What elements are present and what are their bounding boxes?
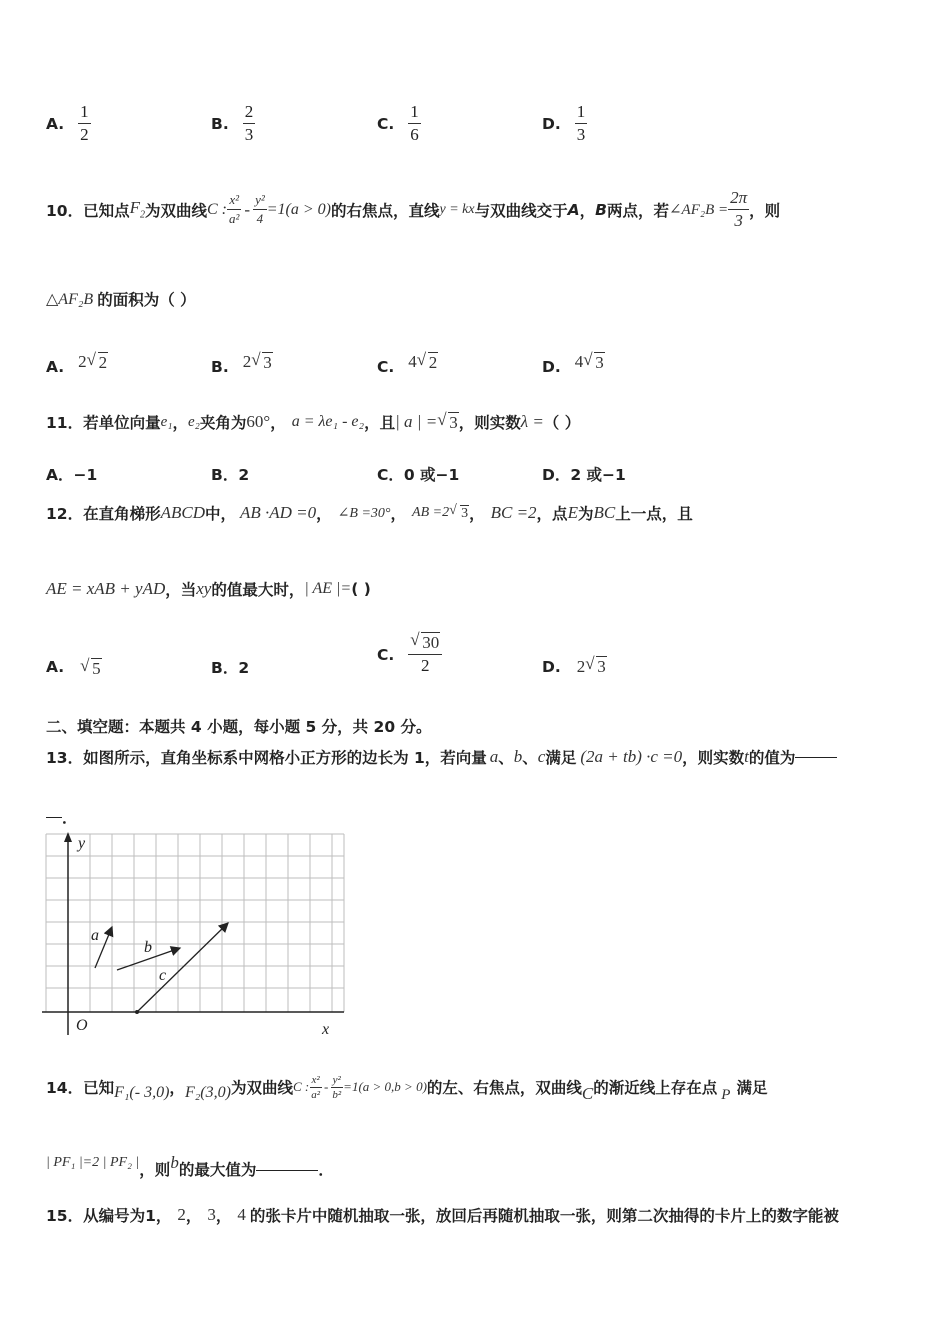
vector-a-label: a: [91, 927, 99, 944]
q11-option-d: D．2 或−1: [542, 466, 626, 484]
sqrt: √ 3: [585, 656, 607, 677]
q12-stem-line1: 12． 在直角梯形 ABCD 中， AB ·AD =0 ， ∠B =30° ， AB =2 √ 3 ， BC =2 ，点 E 为 BC 上一点，且: [46, 502, 693, 524]
grid-lines: [46, 834, 344, 1012]
sqrt: √ 2: [417, 352, 439, 373]
q9-option-a: A. $\frac{1}{2}$: [46, 102, 89, 144]
q10-option-b: B. 2 √ 3: [211, 348, 273, 376]
fraction: $\frac{\text{y²}}{\text{b²}}$: [332, 1073, 342, 1101]
fraction: $\frac{2\pi}{3}$: [730, 188, 748, 230]
q9-option-b: B. $\frac{2}{3}$: [211, 102, 254, 144]
q13-stem: 13． 如图所示，直角坐标系中网格小正方形的边长为 1，若向量 a 、 b 、 c 满足 (2a + tb) ·c =0 ，则实数 t 的值为: [46, 746, 837, 768]
sqrt: √ 3: [449, 505, 469, 522]
q13-blank-end: ．: [46, 806, 78, 828]
q11-option-a: A．−1: [46, 466, 98, 484]
q12-option-a: A. √ 5: [46, 654, 102, 679]
origin-label: O: [76, 1017, 88, 1034]
q12-option-c: C. √ $\frac{30}{2}$: [377, 632, 442, 676]
fraction: $\frac{1}{3}$: [576, 102, 586, 144]
answer-blank-cont: [46, 817, 62, 818]
q11-stem: 11． 若单位向量 e₁ ， e₂ 夹角为 60° ， a = λe₁ - e₂ ，且 | a | = √ 3 ，则实数 λ = （ ）: [46, 411, 580, 433]
q9-option-d: D. $\frac{1}{3}$: [542, 102, 586, 144]
q12-option-d: D. 2 √ 3: [542, 656, 607, 677]
vector-c-label: c: [159, 967, 167, 984]
x-axis-label: x: [322, 1021, 330, 1038]
q14-stem-line2: | PF₁ |=2 | PF₂ | ，则 b 的最大值为 ．: [46, 1153, 334, 1179]
fraction: $\frac{\text{x²}}{\text{a²}}$: [311, 1073, 321, 1101]
q10-option-c: C. 4 √ 2: [377, 348, 438, 376]
q11-option-c: C．0 或−1: [377, 466, 460, 484]
vector-c: [137, 923, 228, 1012]
q12-option-b: B．2: [211, 659, 250, 677]
sqrt: √ 5: [80, 658, 102, 679]
answer-blank[interactable]: [256, 1170, 318, 1171]
fraction: $\frac{\text{x²}}{\text{a²}}$: [229, 192, 240, 226]
q14-stem-line1: 14． 已知 F₁(- 3,0) ， F₂(3,0) 为双曲线 C : $\frac{\text{x²}}{\text{a²}}$ - $\frac{\text{y²}}{\text{b²}}$ =1(a > 0,b > 0) 的左、右焦点，双曲线 C 的渐近线上存在点 P 满足: [46, 1073, 768, 1103]
q10-option-d: D. 4 √ 3: [542, 348, 605, 376]
q9-option-c: C. $\frac{1}{6}$: [377, 102, 419, 144]
fraction: $\frac{\text{y²}}{4}$: [255, 192, 265, 226]
q11-option-b: B．2: [211, 466, 250, 484]
vector-grid-figure: [42, 830, 352, 1040]
section-heading: 二、填空题：本题共 4 小题，每小题 5 分，共 20 分。: [46, 718, 432, 736]
fraction: $\frac{2}{3}$: [244, 102, 254, 144]
q10-stem-line1: 10． 已知点 $F_2$ 为双曲线 C : $\frac{\text{x²}}{\text{a²}}$ - $\frac{\text{y²}}{4}$ =1(a > 0) 的右焦点，直线 y = kx 与双曲线交于 A ， B 两点，若 ∠AF₂B = $\frac{2\pi}{3}$ ，则: [46, 188, 781, 230]
y-axis-label: y: [78, 835, 86, 852]
sqrt: √ 3: [437, 412, 459, 433]
sqrt: √ 2: [87, 352, 109, 373]
q10-stem-line2: △AF₂B 的面积为（ ）: [46, 291, 196, 309]
sqrt: √ 3: [583, 352, 605, 373]
q12-stem-line2: AE = xAB + yAD ，当 xy 的值最大时， | AE |= ( ): [46, 579, 371, 599]
vector-c-origin-dot: [135, 1010, 139, 1014]
fraction: √ $\frac{30}{2}$: [408, 632, 442, 676]
q10-option-a: A. 2 √ 2: [46, 348, 108, 376]
answer-blank[interactable]: [795, 757, 837, 758]
sqrt: √ 3: [251, 352, 273, 373]
fraction: $\frac{1}{2}$: [80, 102, 89, 144]
q15-stem: 15． 从编号为1， 2 ， 3 ， 4 的张卡片中随机抽取一张，放回后再随机抽取一张，则第二次抽得的卡片上的数字能被: [46, 1205, 839, 1225]
fraction: $\frac{1}{6}$: [410, 102, 419, 144]
vector-b-label: b: [144, 939, 152, 956]
